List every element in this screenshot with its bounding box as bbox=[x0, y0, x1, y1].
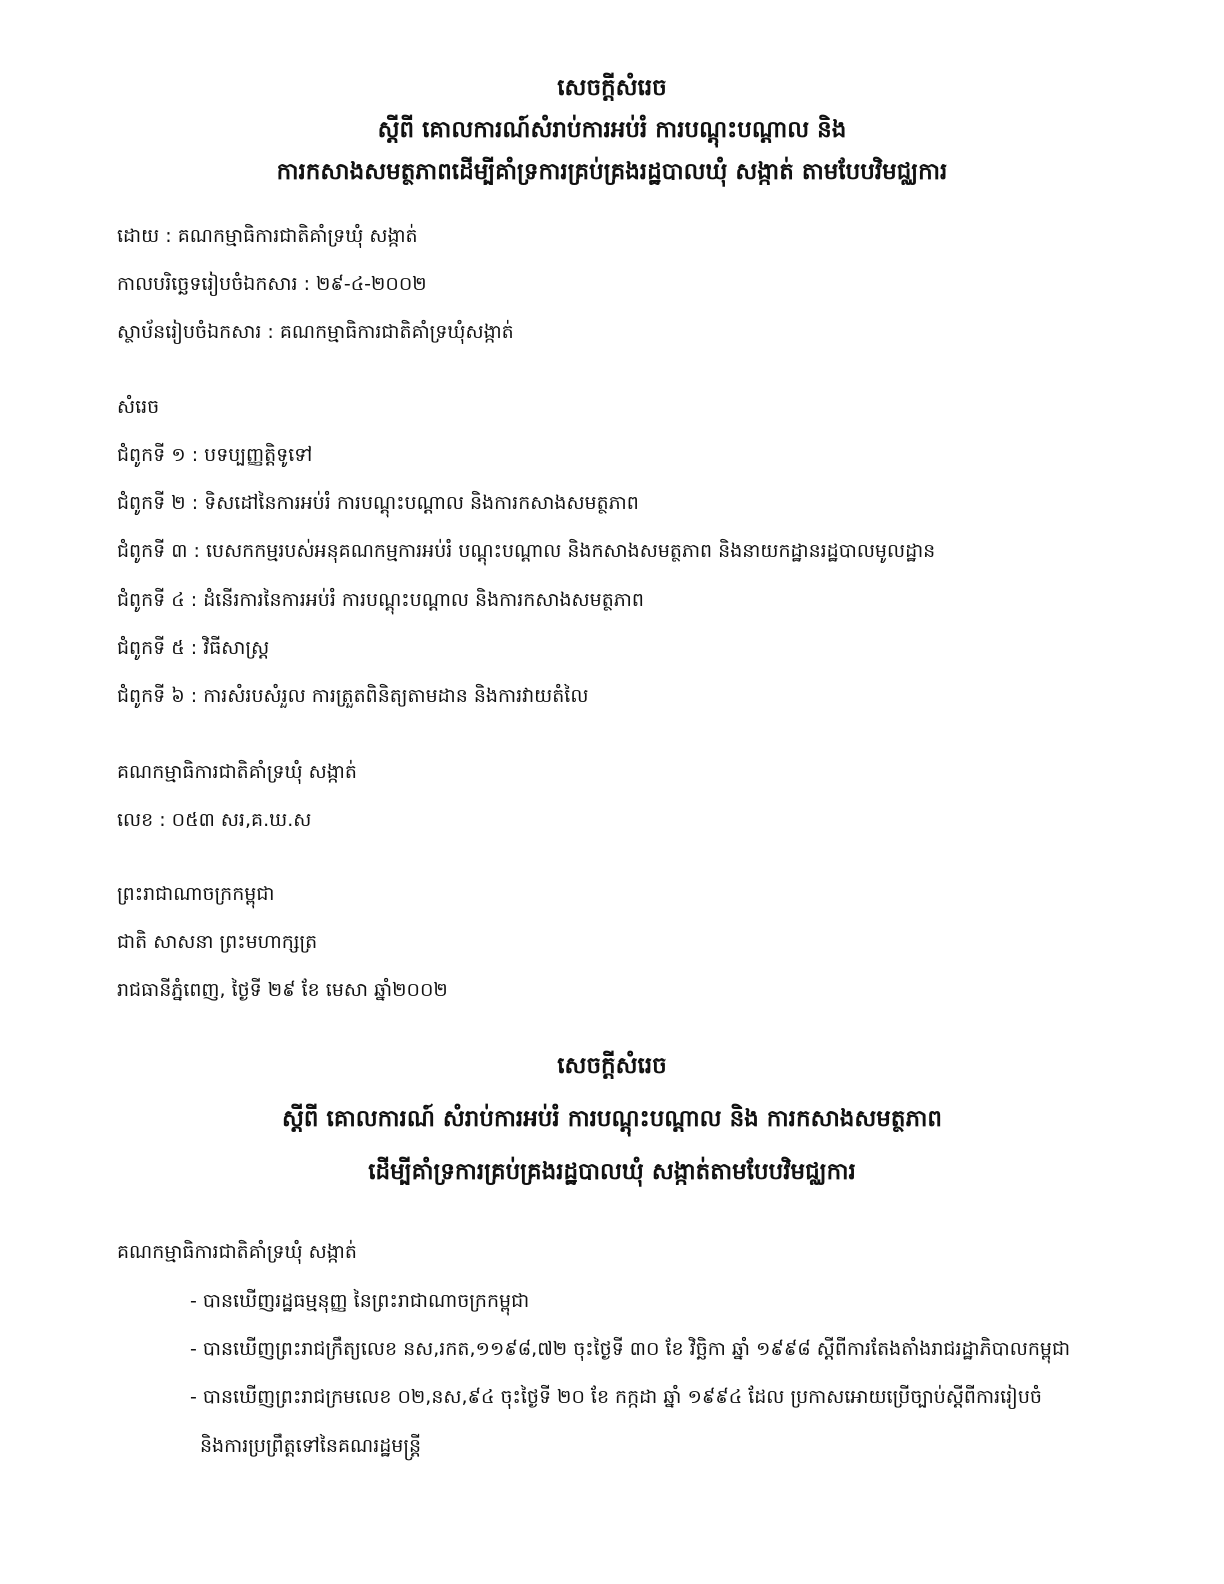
chapter-2: ជំពូកទី ២ : ទិសដៅនៃការអប់រំ ការបណ្តុះបណ្តាល និងការកសាងសមត្ថភាព bbox=[117, 492, 639, 514]
consideration-1: - បានឃើញរដ្ឋធម្មនុញ្ញ នៃព្រះរាជាណាចក្រកម្ពុជា bbox=[190, 1290, 530, 1312]
meta-institution: ស្ថាប័នរៀបចំឯកសារ : គណកម្មាធិការជាតិគាំទ្រឃុំសង្កាត់ bbox=[117, 321, 514, 343]
kingdom-line-1: ព្រះរាជាណាចក្រកម្ពុជា bbox=[117, 883, 275, 905]
decision-intro: គណកម្មាធិការជាតិគាំទ្រឃុំ សង្កាត់ bbox=[117, 1241, 357, 1263]
document-subtitle-2: ការកសាងសមត្ថភាពដើម្បីគាំទ្រការគ្រប់គ្រងរដ្ឋបាលឃុំ សង្កាត់ តាមបែបវិមជ្ឈការ bbox=[276, 159, 948, 185]
issuer-name: គណកម្មាធិការជាតិគាំទ្រឃុំ សង្កាត់ bbox=[117, 761, 357, 783]
chapter-3: ជំពូកទី ៣ : បេសកកម្មរបស់អនុគណកម្មការអប់រំ បណ្តុះបណ្តាល និងកសាងសមត្ថភាព និងនាយកដ្ឋានរដ្ឋបាលមូលដ្ឋាន bbox=[117, 540, 936, 562]
place-and-date: រាជធានីភ្នំពេញ, ថ្ងៃទី ២៩ ខែ មេសា ឆ្នាំ២០០២ bbox=[117, 979, 448, 1001]
issuer-number: លេខ : ០៥៣ សរ,គ.ឃ.ស bbox=[117, 809, 312, 831]
document-title: សេចក្តីសំរេច bbox=[557, 75, 667, 101]
document-subtitle-1: ស្តីពី គោលការណ៍សំរាប់ការអប់រំ ការបណ្តុះបណ្តាល និង bbox=[377, 117, 847, 143]
decision-title: សេចក្តីសំរេច bbox=[557, 1053, 667, 1079]
consideration-3: - បានឃើញព្រះរាជក្រមលេខ ០២,នស,៩៤ ចុះថ្ងៃទី ២០ ខែ កក្កដា ឆ្នាំ ១៩៩៤ ដែល ប្រកាសអោយប្រើច្បាប់ស្តីពីការរៀបចំ bbox=[190, 1386, 1042, 1408]
summary-heading: សំរេច bbox=[117, 396, 160, 418]
consideration-2: - បានឃើញព្រះរាជក្រឹត្យលេខ នស,រកត,១១៩៨,៧២ ចុះថ្ងៃទី ៣០ ខែ វិច្ឆិកា ឆ្នាំ ១៩៩៨ ស្តីពីការតែងតាំងរាជរដ្ឋាភិបាលកម្ពុជា bbox=[190, 1338, 1071, 1360]
consideration-3-continuation: និងការប្រព្រឹត្តទៅនៃគណរដ្ឋមន្រ្តី bbox=[200, 1435, 422, 1457]
decision-subtitle-1: ស្តីពី គោលការណ៍ សំរាប់ការអប់រំ ការបណ្តុះបណ្តាល និង ការកសាងសមត្ថភាព bbox=[282, 1106, 942, 1132]
meta-author: ដោយ : គណកម្មាធិការជាតិគាំទ្រឃុំ សង្កាត់ bbox=[117, 225, 418, 247]
meta-date: កាលបរិច្ឆេទរៀបចំឯកសារ : ២៩-៤-២០០២ bbox=[117, 273, 427, 295]
kingdom-line-2: ជាតិ សាសនា ព្រះមហាក្សត្រ bbox=[117, 931, 318, 953]
decision-subtitle-2: ដើម្បីគាំទ្រការគ្រប់គ្រងរដ្ឋបាលឃុំ សង្កាត់តាមបែបវិមជ្ឈការ bbox=[368, 1159, 856, 1185]
chapter-4: ជំពូកទី ៤ : ដំនើរការនៃការអប់រំ ការបណ្តុះបណ្តាល និងការកសាងសមត្ថភាព bbox=[117, 589, 644, 611]
chapter-1: ជំពូកទី ១ : បទប្បញ្ញត្តិទូទៅ bbox=[117, 444, 313, 466]
chapter-6: ជំពូកទី ៦ : ការសំរបសំរួល ការត្រួតពិនិត្យតាមដាន និងការវាយតំលៃ bbox=[117, 685, 589, 707]
chapter-5: ជំពូកទី ៥ : វិធីសាស្រ្ត bbox=[117, 637, 270, 659]
